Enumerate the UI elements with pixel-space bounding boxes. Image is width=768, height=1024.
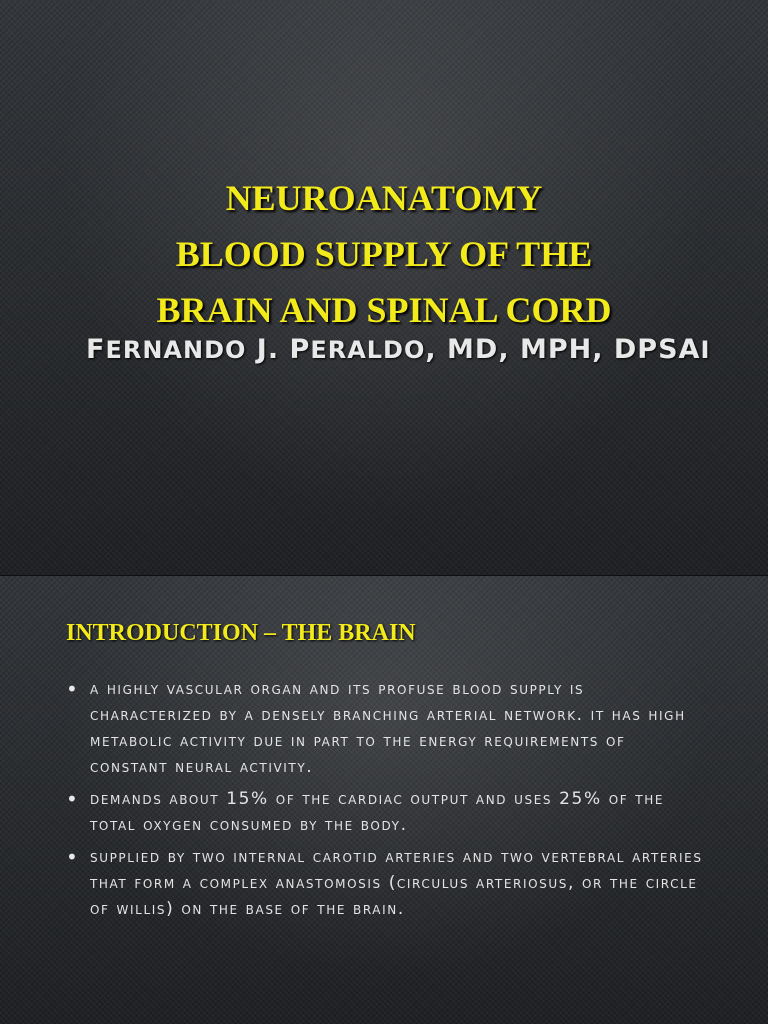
author-name-part1: ERNANDO (105, 336, 247, 364)
bullet-text-2: demands about 15% of the cardiac output and uses 25% of the total oxygen consumed by the body. (90, 789, 665, 835)
bullet-list (64, 676, 704, 928)
title-line-1: NEUROANATOMY (225, 178, 543, 218)
bullet-icon: • (66, 677, 80, 701)
author-initial-f: F (86, 334, 106, 365)
title-line-3: BRAIN AND SPINAL CORD (156, 290, 612, 330)
content-slide (0, 576, 768, 1024)
list-item (64, 676, 704, 780)
bullet-text-3: supplied by two internal carotid arteries and two vertebral arteries that form a complex anastomosis (circulus arteriosus, or the circle of willis) on the base of the brain. (90, 847, 703, 919)
list-item (64, 786, 704, 838)
author-line (86, 334, 710, 365)
slide-heading: INTRODUCTION – THE BRAIN (66, 620, 416, 646)
author-initial-jp: J. P (246, 334, 311, 365)
author-credentials: , MD, MPH, DPSA (425, 334, 701, 365)
bullet-icon: • (66, 787, 80, 811)
list-item (64, 844, 704, 922)
author-credentials-tail: I (700, 336, 711, 364)
author-name-part2: ERALDO (310, 336, 426, 364)
title-line-2: BLOOD SUPPLY OF THE (175, 234, 593, 274)
bullet-icon: • (66, 845, 80, 869)
presentation-title (0, 170, 768, 338)
bullet-text-1: a highly vascular organ and its profuse blood supply is characterized by a densely branching arterial network. it has high metabolic activity due in part to the energy requirements of constant neural activity. (90, 679, 686, 777)
